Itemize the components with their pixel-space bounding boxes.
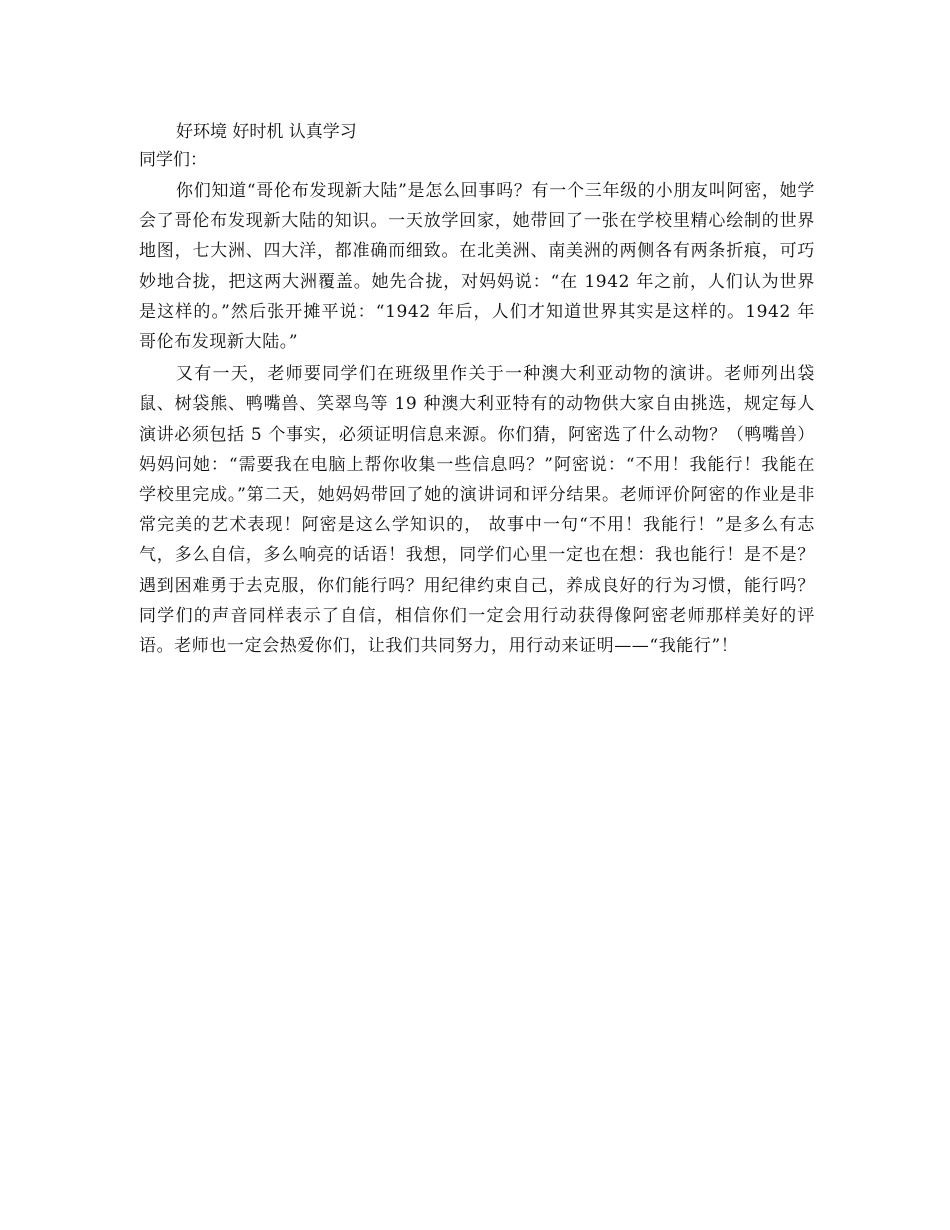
paragraph-1: 你们知道“哥伦布发现新大陆”是怎么回事吗？有一个三年级的小朋友叫阿密，她学会了哥伦布发现新大陆的知识。一天放学回家，她带回了一张在学校里精心绘制的世界地图，七大洲、四大洋，都准确而细致。在北美洲、南美洲的两侧各有两条折痕，可巧妙地合拢，把这两大洲覆盖。她先合拢，对妈妈说：“在 1942 年之前，人们认为世界是这样的。”然后张开摊平说：“1942 年后，人们才知道世界其实是这样的。1942 年哥伦布发现新大陆。” bbox=[139, 181, 815, 353]
document-title: 好环境 好时机 认真学习 bbox=[176, 122, 357, 142]
paragraph-2: 又有一天，老师要同学们在班级里作关于一种澳大利亚动物的演讲。老师列出袋鼠、树袋熊、鸭嘴兽、笑翠鸟等 19 种澳大利亚特有的动物供大家自由挑选，规定每人演讲必须包括 5 个事实，必须证明信息来源。你们猜，阿密选了什么动物？（鸭嘴兽）妈妈问她：“需要我在电脑上帮你收集一些信息吗？”阿密说：“不用！我能行！我能在学校里完成。”第二天，她妈妈带回了她的演讲词和评分结果。老师评价阿密的作业是非常完美的艺术表现！阿密是这么学知识的， 故事中一句“不用！我能行！”是多么有志气，多么自信，多么响亮的话语！我想，同学们心里一定也在想：我也能行！是不是？遇到困难勇于去克服，你们能行吗？用纪律约束自己，养成良好的行为习惯，能行吗？同学们的声音同样表示了自信，相信你们一定会用行动获得像阿密老师那样美好的评语。老师也一定会热爱你们，让我们共同努力，用行动来证明——“我能行”！ bbox=[139, 364, 815, 657]
document-page bbox=[139, 118, 815, 661]
salutation: 同学们： bbox=[139, 150, 207, 170]
